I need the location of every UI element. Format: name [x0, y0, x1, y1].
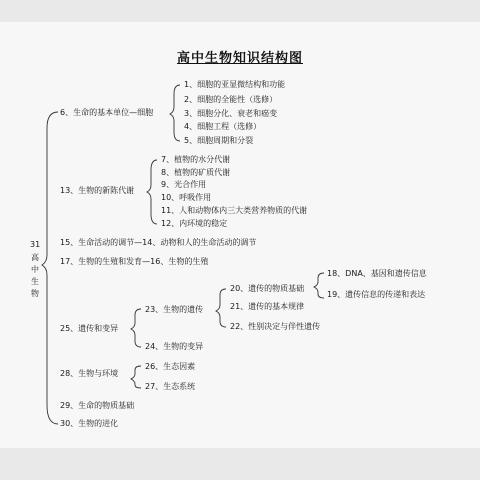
- node-13: 13、生物的新陈代谢: [60, 186, 135, 195]
- node-20: 20、遗传的物质基础: [230, 284, 305, 293]
- node-3: 3、细胞分化、衰老和癌变: [184, 109, 278, 118]
- node-11: 11、人和动物体内三大类营养物质的代谢: [161, 206, 308, 215]
- brace-20: [314, 273, 324, 298]
- node-28: 28、生物与环境: [60, 369, 119, 378]
- node-26: 26、生态因素: [145, 362, 196, 371]
- node-7: 7、植物的水分代谢: [161, 155, 231, 164]
- node-2: 2、细胞的全能性（选修）: [184, 95, 278, 104]
- node-24: 24、生物的变异: [145, 342, 204, 351]
- brace-25: [131, 309, 141, 347]
- root-char-1: 高: [31, 253, 39, 262]
- brace-6: [170, 85, 180, 141]
- node-18: 18、DNA、基因和遗传信息: [327, 269, 427, 278]
- node-6: 6、生命的基本单位—细胞: [60, 108, 154, 117]
- root-char-2: 中: [31, 265, 39, 274]
- brace-23: [216, 289, 226, 327]
- root-char-4: 物: [31, 289, 39, 298]
- brace-28: [131, 366, 141, 388]
- node-9: 9、光合作用: [161, 180, 207, 189]
- node-30: 30、生物的进化: [60, 419, 119, 428]
- node-15: 15、生命活动的调节—14、动物和人的生命活动的调节: [60, 238, 257, 247]
- node-21: 21、遗传的基本规律: [230, 302, 305, 311]
- node-5: 5、细胞周期和分裂: [184, 136, 254, 145]
- node-4: 4、细胞工程（选修）: [184, 122, 262, 131]
- brace-13: [147, 160, 157, 224]
- node-27: 27、生态系统: [145, 382, 196, 391]
- root-number: 31: [30, 240, 41, 249]
- diagram-title: 高中生物知识结构图: [176, 51, 303, 66]
- node-8: 8、植物的矿质代谢: [161, 168, 231, 177]
- root-brace: [42, 112, 58, 424]
- node-10: 10、呼吸作用: [161, 193, 212, 202]
- node-1: 1、细胞的亚显微结构和功能: [184, 80, 286, 89]
- node-17: 17、生物的生殖和发育—16、生物的生殖: [60, 257, 209, 266]
- node-25: 25、遗传和变异: [60, 324, 119, 333]
- node-22: 22、性别决定与伴性遗传: [230, 322, 321, 331]
- node-12: 12、内环境的稳定: [161, 219, 228, 228]
- node-29: 29、生命的物质基础: [60, 401, 135, 410]
- node-19: 19、遗传信息的传递和表达: [327, 290, 426, 299]
- root-char-3: 生: [31, 277, 39, 286]
- node-23: 23、生物的遗传: [145, 305, 204, 314]
